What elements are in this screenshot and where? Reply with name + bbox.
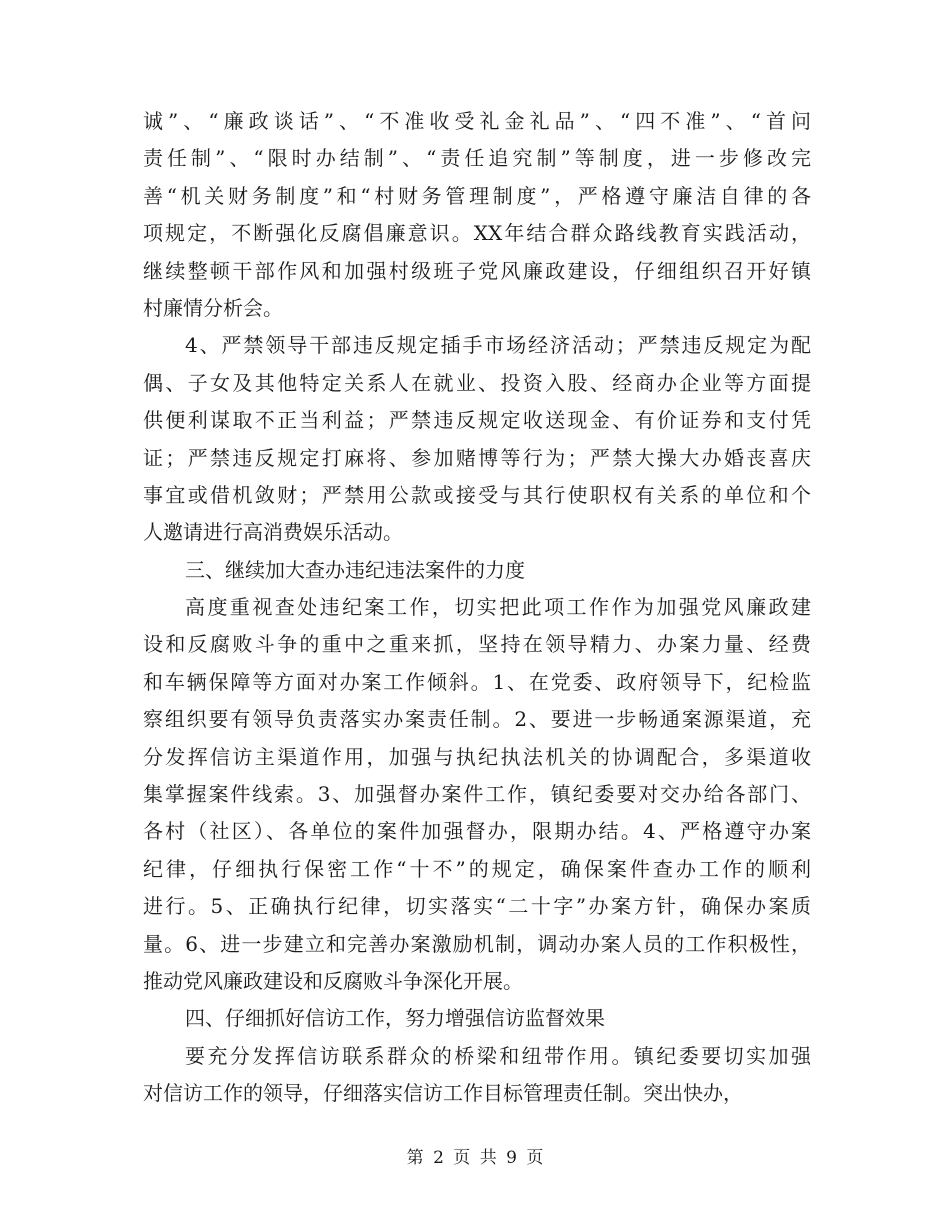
text-line: 供便利谋取不正当利益；严禁违反规定收送现金、有价证券和支付凭 [143,408,811,433]
text-line: 事宜或借机敛财；严禁用公款或接受与其行使职权有关系的单位和个 [143,482,811,507]
text-line: 善“机关财务制度”和“村财务管理制度”，严格遵守廉洁自律的各 [143,183,811,208]
text-line: 分发挥信访主渠道作用，加强与执纪执法机关的协调配合，多渠道收 [143,744,811,769]
text-line: 推动党风廉政建设和反腐败斗争深化开展。 [143,968,523,993]
text-line: 高度重视查处违纪案工作，切实把此项工作作为加强党风廉政建 [185,595,811,620]
text-line: 纪律，仔细执行保密工作“十不”的规定，确保案件查办工作的顺利 [143,856,811,881]
text-line: 各村（社区）、各单位的案件加强督办，限期办结。4、严格遵守办案 [143,819,811,844]
text-line: 人邀请进行高消费娱乐活动。 [143,520,403,545]
text-line: 四、仔细抓好信访工作，努力增强信访监督效果 [185,1006,605,1031]
text-line: 项规定，不断强化反腐倡廉意识。XX年结合群众路线教育实践活动， [143,221,811,246]
text-line: 要充分发挥信访联系群众的桥梁和纽带作用。镇纪委要切实加强 [185,1043,811,1068]
text-line: 设和反腐败斗争的重中之重来抓，坚持在领导精力、办案力量、经费 [143,632,811,657]
text-line: 集掌握案件线索。3、加强督办案件工作，镇纪委要对交办给各部门、 [143,782,811,807]
text-line: 证；严禁违反规定打麻将、参加赌博等行为；严禁大操大办婚丧喜庆 [143,445,811,470]
text-line: 量。6、进一步建立和完善办案激励机制，调动办案人员的工作积极性， [143,931,811,956]
text-line: 4、严禁领导干部违反规定插手市场经济活动；严禁违反规定为配 [185,333,811,358]
text-line: 责任制”、“限时办结制”、“责任追究制”等制度，进一步修改完 [143,146,811,171]
text-line: 察组织要有领导负责落实办案责任制。2、要进一步畅通案源渠道，充 [143,707,811,732]
text-line: 继续整顿干部作风和加强村级班子党风廉政建设，仔细组织召开好镇 [143,258,811,283]
text-line: 对信访工作的领导，仔细落实信访工作目标管理责任制。突出快办， [143,1081,743,1106]
text-line: 进行。5、正确执行纪律，切实落实“二十字”办案方针，确保办案质 [143,894,811,919]
page-footer: 第 2 页 共 9 页 [406,1148,544,1168]
document-body [143,103,811,1113]
text-line: 偶、子女及其他特定关系人在就业、投资入股、经商办企业等方面提 [143,370,811,395]
text-line: 诚”、“廉政谈话”、“不准收受礼金礼品”、“四不准”、“首问 [143,109,811,133]
text-line: 三、继续加大查办违纪违法案件的力度 [185,557,525,582]
text-line: 村廉情分析会。 [143,295,283,320]
text-line: 和车辆保障等方面对办案工作倾斜。1、在党委、政府领导下，纪检监 [143,669,811,694]
